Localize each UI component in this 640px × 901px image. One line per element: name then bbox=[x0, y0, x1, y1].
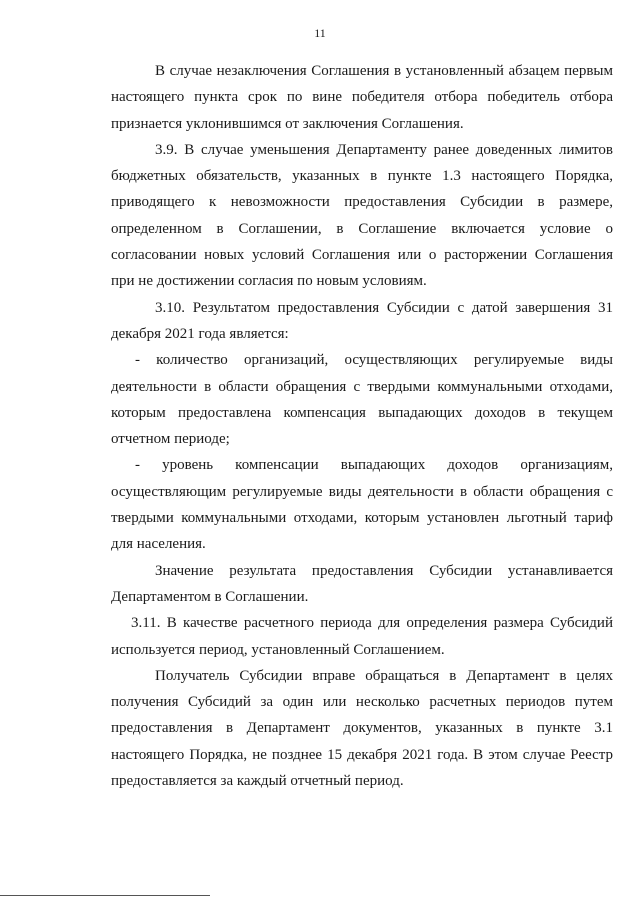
document-body bbox=[111, 58, 613, 794]
paragraph-non-conclusion: В случае незаключения Соглашения в установленный абзацем первым настоящего пункта срок по вине победителя отбора победитель отбора признается уклонившимся от заключения Соглашения. bbox=[111, 63, 613, 132]
bottom-rule bbox=[0, 895, 210, 896]
paragraph-3-10: 3.10. Результатом предоставления Субсидии с датой завершения 31 декабря 2021 года является: bbox=[111, 299, 613, 342]
paragraph-result-value: Значение результата предоставления Субсидии устанавливается Департаментом в Соглашении. bbox=[111, 562, 613, 605]
paragraph-3-11: 3.11. В качестве расчетного периода для определения размера Субсидий используется период, установленный Соглашением. bbox=[111, 615, 613, 658]
paragraph-recipient-rights: Получатель Субсидии вправе обращаться в Департамент в целях получения Субсидий за один или несколько расчетных периодов путем предоставления в Департамент документов, указанных в пункте 3.1 настоящего Порядка, не позднее 15 декабря 2021 года. В этом случае Реестр предоставляется за каждый отчетный период. bbox=[111, 667, 613, 790]
list-item-organizations-count: - количество организаций, осуществляющих регулируемые виды деятельности в области обращения с твердыми коммунальными отходами, которым предоставлена компенсация выпадающих доходов в текущем отчетном периоде; bbox=[111, 352, 613, 448]
paragraph-3-9: 3.9. В случае уменьшения Департаменту ранее доведенных лимитов бюджетных обязательств, указанных в пункте 1.3 настоящего Порядка, приводящего к невозможности предоставления Субсидии в размере, определенном в Соглашении, в Соглашение включается условие о согласовании новых условий Соглашения или о расторжении Соглашения при не достижении согласия по новым условиям. bbox=[111, 141, 613, 290]
page-number: 11 bbox=[314, 26, 326, 40]
list-item-compensation-level: - уровень компенсации выпадающих доходов организациям, осуществляющим регулируемые виды деятельности в области обращения с твердыми коммунальными отходами, которым установлен льготный тариф для населения. bbox=[111, 457, 613, 553]
